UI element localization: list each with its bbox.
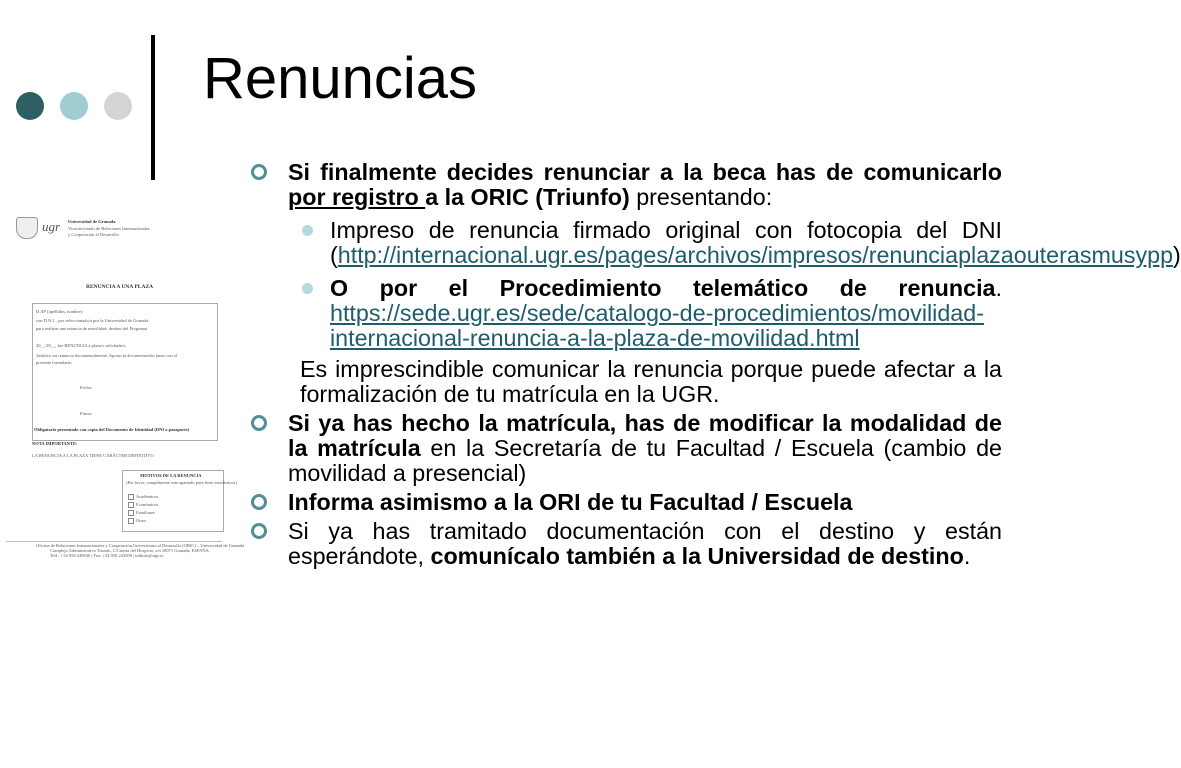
bullet-text: . — [963, 543, 971, 569]
title-divider — [151, 35, 155, 180]
form-line: D./Dª (apellidos, nombre) — [36, 309, 83, 314]
form-line: Fecha: — [80, 385, 92, 390]
motive-label: Económicos — [136, 502, 159, 507]
motive-checkbox — [128, 510, 134, 516]
subbullet-text: Impreso de renuncia firmado original con fotocopia del DNI ( — [330, 217, 1002, 268]
bullet-informa-ori — [252, 490, 1002, 515]
subbullet-impreso — [300, 217, 1181, 268]
ring-bullet-icon — [251, 164, 267, 180]
note-text: LA RENUNCIA A LA PLAZA TIENE CARÁCTER DEFINITIVO — [32, 453, 154, 458]
motive-label: Otros — [136, 518, 146, 523]
form-header-line: Vicerrectorado de Relaciones Internacionales — [68, 226, 150, 231]
form-body-box — [32, 303, 218, 441]
slide-title: Renuncias — [203, 46, 478, 111]
form-title: RENUNCIA A UNA PLAZA — [86, 284, 154, 290]
por-registro-text: por registro — [288, 184, 426, 210]
bullet-text: a la ORIC (Triunfo) — [425, 184, 630, 210]
form-line: para realizar una estancia de movilidad; destino del Programa — [36, 326, 147, 331]
impreso-link[interactable]: http://internacional.ugr.es/pages/archivos/impresos/renunciaplazaouterasmusypp — [337, 242, 1174, 268]
bullet-text: Si finalmente decides renunciar a la beca has de comunicarlo — [288, 159, 1002, 185]
sede-procedimiento-link[interactable]: https://sede.ugr.es/sede/catalogo-de-procedimientos/movilidad-internacional-renuncia-a-la-plaza-de-movilidad.html — [330, 300, 984, 351]
bullet-renuncia — [252, 160, 1002, 210]
motive-checkbox — [128, 518, 134, 524]
form-footer-line: Telf.: +34 958 249030 | Fax: +34 958 243009 | intlinfo@ugr.es — [50, 553, 164, 558]
form-header-line: Universidad de Granada — [68, 219, 116, 224]
bullet-text: comunícalo también a la Universidad de destino — [430, 543, 964, 569]
motives-subtitle: (Por favor, cumplimente este apartado para fines estadísticos) — [126, 480, 237, 485]
dot-dark — [16, 92, 44, 120]
imprescindible-paragraph: Es imprescindible comunicar la renuncia porque puede afectar a la formalización de tu matrícula en la UGR. — [300, 356, 1002, 407]
motive-checkbox — [128, 494, 134, 500]
note-title: NOTA IMPORTANTE: — [32, 441, 78, 446]
decorative-dots — [16, 92, 136, 122]
form-footer-line: Oficina de Relaciones Internacionales y Cooperación Universitaria al Desarrollo (ORIC) – Universidad de Granada — [36, 543, 245, 548]
bullet-text: en la Secretaría de tu Facultad / Escuela (cambio de movilidad a presencial) — [288, 435, 1002, 486]
form-line: 20__/20__, fue RENUNCIA a plaza/s solicitada/s. — [36, 343, 127, 348]
motives-title: MOTIVOS DE LA RENUNCIA — [140, 473, 202, 478]
dot-bullet-icon — [302, 283, 313, 294]
form-line: Obligatorio presentado con copia del Documento de Identidad (DNI o pasaporte) — [34, 427, 190, 432]
form-header-line: y Cooperación al Desarrollo — [68, 232, 119, 237]
bullet-text: Informa asimismo a la ORI de tu Facultad / Escuela — [288, 489, 853, 515]
university-crest-icon — [16, 217, 38, 239]
ugr-logo-text: ugr — [42, 219, 61, 234]
bullet-matricula — [252, 411, 1002, 486]
subbullet-text: . — [995, 275, 1002, 301]
motive-label: Académicos — [136, 494, 159, 499]
ring-bullet-icon — [251, 523, 267, 539]
subbullet-telematico — [300, 276, 1002, 351]
subbullet-text: O por el Procedimiento telemático de renuncia — [330, 275, 996, 301]
bullet-text: Si ya has hecho la matrícula, has de modificar la modalidad de la matrícula — [288, 410, 1002, 461]
form-line: Firma: — [80, 411, 92, 416]
bullet-text: Si ya has tramitado documentación con el destino y están esperándote, — [288, 518, 1002, 569]
bullet-text: presentando: — [629, 184, 773, 210]
renuncia-form-image — [6, 205, 245, 558]
ring-bullet-icon — [251, 415, 267, 431]
form-line: con D.N.I. , por seleccionado/a por la Universidad de Granada — [36, 318, 149, 323]
form-line: presente formulario. — [36, 360, 73, 365]
ring-bullet-icon — [251, 494, 267, 510]
form-footer-divider — [6, 541, 222, 542]
motive-checkbox — [128, 502, 134, 508]
subbullet-text: ) — [1173, 242, 1181, 268]
dot-light — [60, 92, 88, 120]
dot-bullet-icon — [302, 225, 313, 236]
dot-grey — [104, 92, 132, 120]
form-footer-line: Complejo Administrativo Triunfo, C/Cuesta del Hospicio, s/n 18071 Granada, ESPAÑA — [50, 548, 209, 553]
motive-label: Familiares — [136, 510, 155, 515]
form-line: Justifico mi renuncia documentalmente. Aporto la documentación junto con el — [36, 353, 177, 358]
slide-content — [252, 159, 1181, 573]
bullet-destino — [252, 519, 1002, 569]
